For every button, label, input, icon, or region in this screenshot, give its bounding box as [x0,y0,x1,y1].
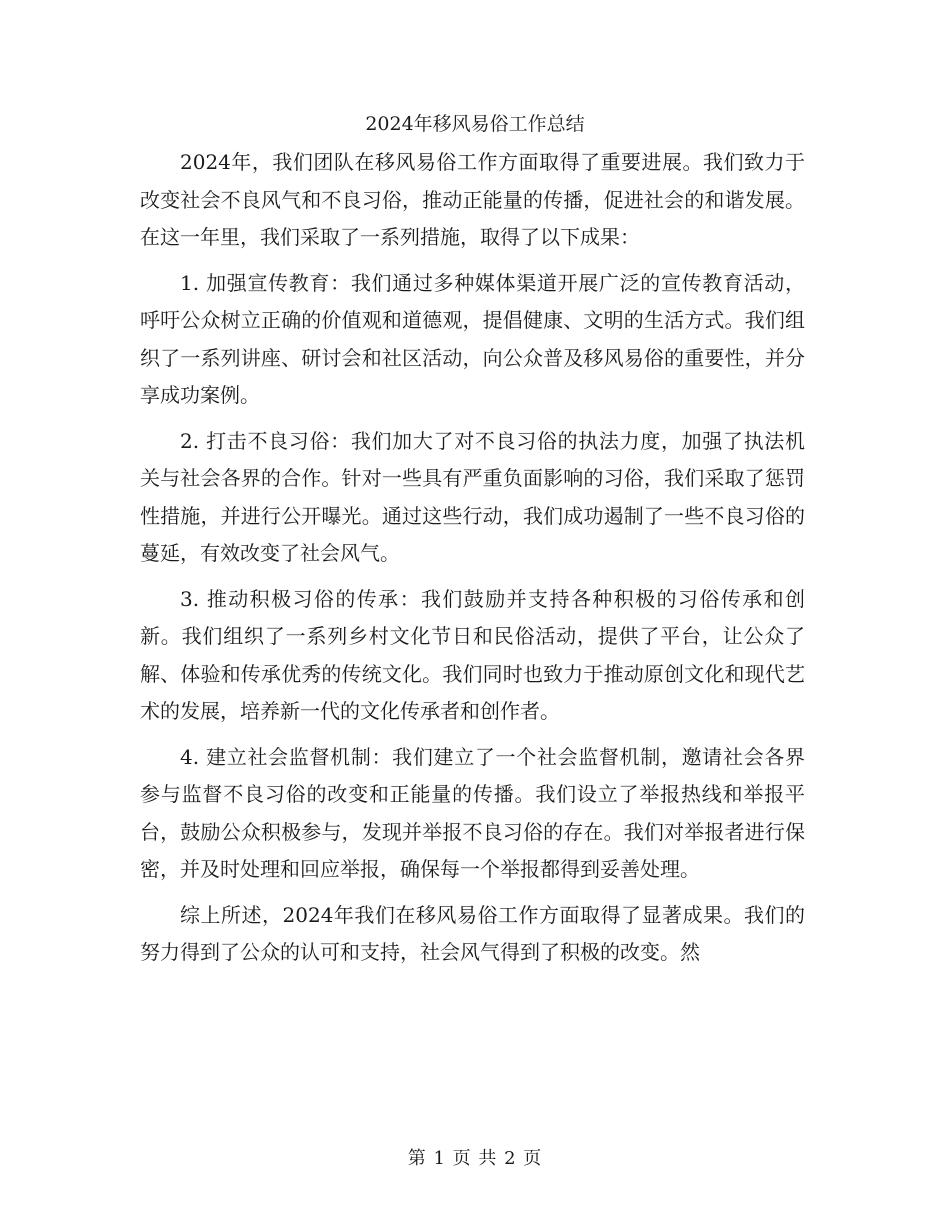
paragraph-item-4: 4. 建立社会监督机制：我们建立了一个社会监督机制，邀请社会各界参与监督不良习俗的改变和正能量的传播。我们设立了举报热线和举报平台，鼓励公众积极参与，发现并举报不良习俗的存在。我们对举报者进行保密，并及时处理和回应举报，确保每一个举报都得到妥善处理。 [140,744,805,881]
page-footer: 第 1 页 共 2 页 [407,1148,543,1169]
paragraph-summary: 综上所述，2024年我们在移风易俗工作方面取得了显著成果。我们的努力得到了公众的认可和支持，社会风气得到了积极的改变。然 [140,902,805,964]
document-title: 2024年移风易俗工作总结 [365,113,585,135]
document-body [140,144,805,980]
paragraph-item-1: 1. 加强宣传教育：我们通过多种媒体渠道开展广泛的宣传教育活动，呼吁公众树立正确的价值观和道德观，提倡健康、文明的生活方式。我们组织了一系列讲座、研讨会和社区活动，向公众普及移风易俗的重要性，并分享成功案例。 [140,270,805,407]
paragraph-item-2: 2. 打击不良习俗：我们加大了对不良习俗的执法力度，加强了执法机关与社会各界的合作。针对一些具有严重负面影响的习俗，我们采取了惩罚性措施，并进行公开曝光。通过这些行动，我们成功遏制了一些不良习俗的蔓延，有效改变了社会风气。 [140,428,805,565]
paragraph-intro: 2024年，我们团队在移风易俗工作方面取得了重要进展。我们致力于改变社会不良风气和不良习俗，推动正能量的传播，促进社会的和谐发展。在这一年里，我们采取了一系列措施，取得了以下成果： [140,150,805,249]
paragraph-item-3: 3. 推动积极习俗的传承：我们鼓励并支持各种积极的习俗传承和创新。我们组织了一系列乡村文化节日和民俗活动，提供了平台，让公众了解、体验和传承优秀的传统文化。我们同时也致力于推动原创文化和现代艺术的发展，培养新一代的文化传承者和创作者。 [140,586,805,723]
